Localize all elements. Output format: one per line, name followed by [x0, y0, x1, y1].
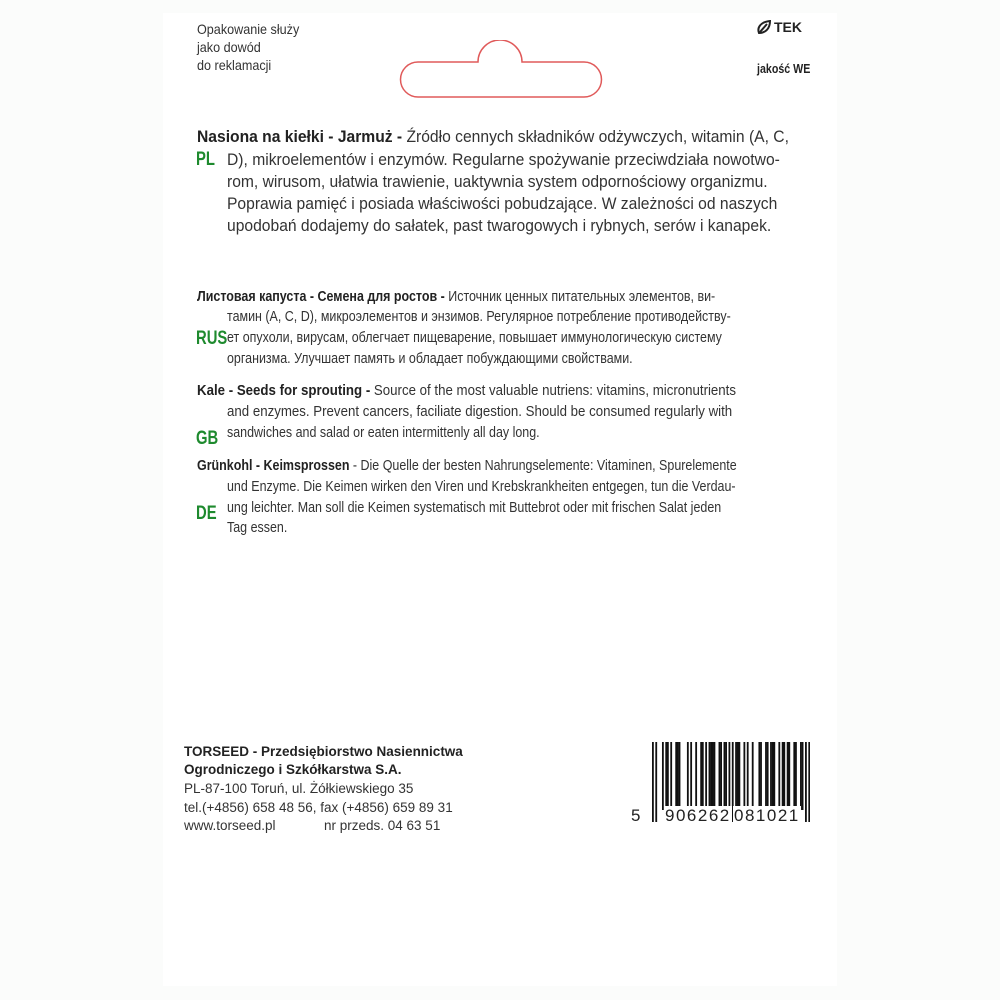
- section-line: sandwiches and salad or eaten intermittenly all day long.: [227, 425, 540, 441]
- barcode-bar: [702, 742, 704, 810]
- section-line: Источник ценных питательных элементов, ви-: [444, 289, 716, 305]
- company-name: TORSEED - Przedsiębiorstwo Nasiennictwa: [184, 744, 463, 759]
- section-line: ung leichter. Man soll die Keimen systematisch mit Buttebrot oder mit frischen Salat jeden: [227, 500, 722, 516]
- barcode-bar: [724, 742, 726, 810]
- barcode-bar: [677, 742, 679, 810]
- hang-hole-outline: [398, 40, 604, 98]
- complaint-note-line: Opakowanie służy: [197, 21, 300, 37]
- barcode-bar: [720, 742, 722, 810]
- tek-logo-text: TEK: [774, 19, 802, 35]
- barcode-bar: [738, 742, 740, 810]
- barcode-bar: [793, 742, 795, 810]
- company-address: PL-87-100 Toruń, ul. Żółkiewskiego 35: [184, 781, 414, 796]
- leaf-icon: [756, 20, 772, 34]
- section-line: Source of the most valuable nutriens: vitamins, micronutrients: [370, 383, 737, 399]
- tek-logo: [756, 19, 802, 35]
- barcode-right-digits: 081021: [734, 806, 800, 825]
- barcode-bar: [714, 742, 716, 810]
- barcode-bar: [772, 742, 774, 810]
- barcode-guard-bar: [655, 742, 657, 822]
- barcode-bar: [770, 742, 772, 810]
- complaint-note: [197, 20, 299, 74]
- barcode-guard-bar: [808, 742, 810, 822]
- barcode-bar: [752, 742, 754, 810]
- barcode-bar: [679, 742, 681, 810]
- lang-code-pl: PL: [196, 149, 215, 170]
- section-line: ет опухоли, вирусам, облегчает пищеварение, повышает иммунологическую систему: [227, 330, 722, 346]
- barcode-bar: [709, 742, 711, 810]
- complaint-note-line: do reklamacji: [197, 57, 272, 73]
- barcode-guard-bar: [652, 742, 654, 822]
- lang-code-gb: GB: [196, 428, 219, 449]
- section-line: тамин (A, C, D), микроэлементов и энзимов. Регулярное потребление противодейству-: [227, 309, 731, 325]
- section-title: Kale - Seeds for sprouting -: [197, 383, 371, 399]
- barcode-bar: [787, 742, 789, 810]
- section-line: D), mikroelementów i enzymów. Regularne spożywanie przeciwdziała nowotwo-: [227, 150, 780, 169]
- barcode-bar: [695, 742, 697, 810]
- barcode-bar: [710, 742, 712, 810]
- company-name-line2: Ogrodniczego i Szkółkarstwa S.A.: [184, 762, 402, 777]
- complaint-note-line: jako dowód: [197, 39, 261, 55]
- quality-label: jakość WE: [757, 61, 811, 76]
- barcode-bar: [743, 742, 745, 810]
- barcode-bar: [690, 742, 692, 810]
- barcode-bar: [737, 742, 739, 810]
- barcode-bar: [725, 742, 727, 810]
- company-website[interactable]: www.torseed.pl: [184, 818, 276, 833]
- barcode-left-digits: 906262: [665, 806, 731, 825]
- section-line: Tag essen.: [227, 520, 288, 536]
- section-line: - Die Quelle der besten Nahrungselemente: Vitaminen, Spurelemente: [349, 458, 737, 474]
- barcode-bar: [767, 742, 769, 810]
- barcode-bar: [675, 742, 677, 810]
- barcode-bar: [782, 742, 784, 810]
- barcode-guard-bar: [805, 742, 807, 822]
- barcode-bar: [800, 742, 802, 810]
- lang-code-de: DE: [196, 503, 217, 524]
- barcode-bar: [795, 742, 797, 810]
- barcode-bar: [773, 742, 775, 810]
- section-title: Nasiona na kiełki - Jarmuż -: [197, 127, 403, 146]
- barcode-bar: [783, 742, 785, 810]
- barcode-bar: [700, 742, 702, 810]
- barcode-bar: [712, 742, 714, 810]
- section-line: Źródło cennych składników odżywczych, witamin (A, C,: [402, 127, 789, 146]
- barcode-bar: [719, 742, 721, 810]
- section-line: and enzymes. Prevent cancers, faciliate digestion. Should be consumed regularly with: [227, 404, 733, 420]
- barcode-bar: [765, 742, 767, 810]
- barcode-bar: [802, 742, 804, 810]
- barcode-bar: [788, 742, 790, 810]
- barcode-bar: [747, 742, 749, 810]
- section-line: Poprawia pamięć i posiada właściwości pobudzające. W zależności od naszych: [227, 194, 778, 213]
- barcode-bar: [778, 742, 780, 810]
- section-line: und Enzyme. Die Keimen wirken den Viren und Krebskrankheiten entgegen, tun die Verdau-: [227, 479, 736, 495]
- barcode-bar: [667, 742, 669, 810]
- company-phone: tel.(+4856) 658 48 56, fax (+4856) 659 89 31: [184, 800, 453, 815]
- section-title: Grünkohl - Keimsprossen: [197, 458, 350, 474]
- barcode-bar: [670, 742, 672, 810]
- company-reg-number: nr przeds. 04 63 51: [324, 818, 441, 833]
- barcode-bar: [665, 742, 667, 810]
- section-line: организма. Улучшает память и обладает побуждающими свойствами.: [227, 351, 633, 367]
- barcode-first-digit: 5: [631, 806, 642, 825]
- barcode-bar: [687, 742, 689, 810]
- barcode-bar: [735, 742, 737, 810]
- barcode-bar: [705, 742, 707, 810]
- barcode-bar: [662, 742, 664, 810]
- section-line: upodobań dodajemy do sałatek, past twarogowych i rybnych, serów i kanapek.: [227, 216, 772, 235]
- section-line: rom, wirusom, ułatwia trawienie, uaktywnia system odpornościowy organizmu.: [227, 172, 768, 191]
- barcode-bar: [758, 742, 760, 810]
- section-title: Листовая капуста - Семена для ростов -: [197, 289, 445, 305]
- barcode-bar: [760, 742, 762, 810]
- lang-code-rus: RUS: [196, 328, 228, 349]
